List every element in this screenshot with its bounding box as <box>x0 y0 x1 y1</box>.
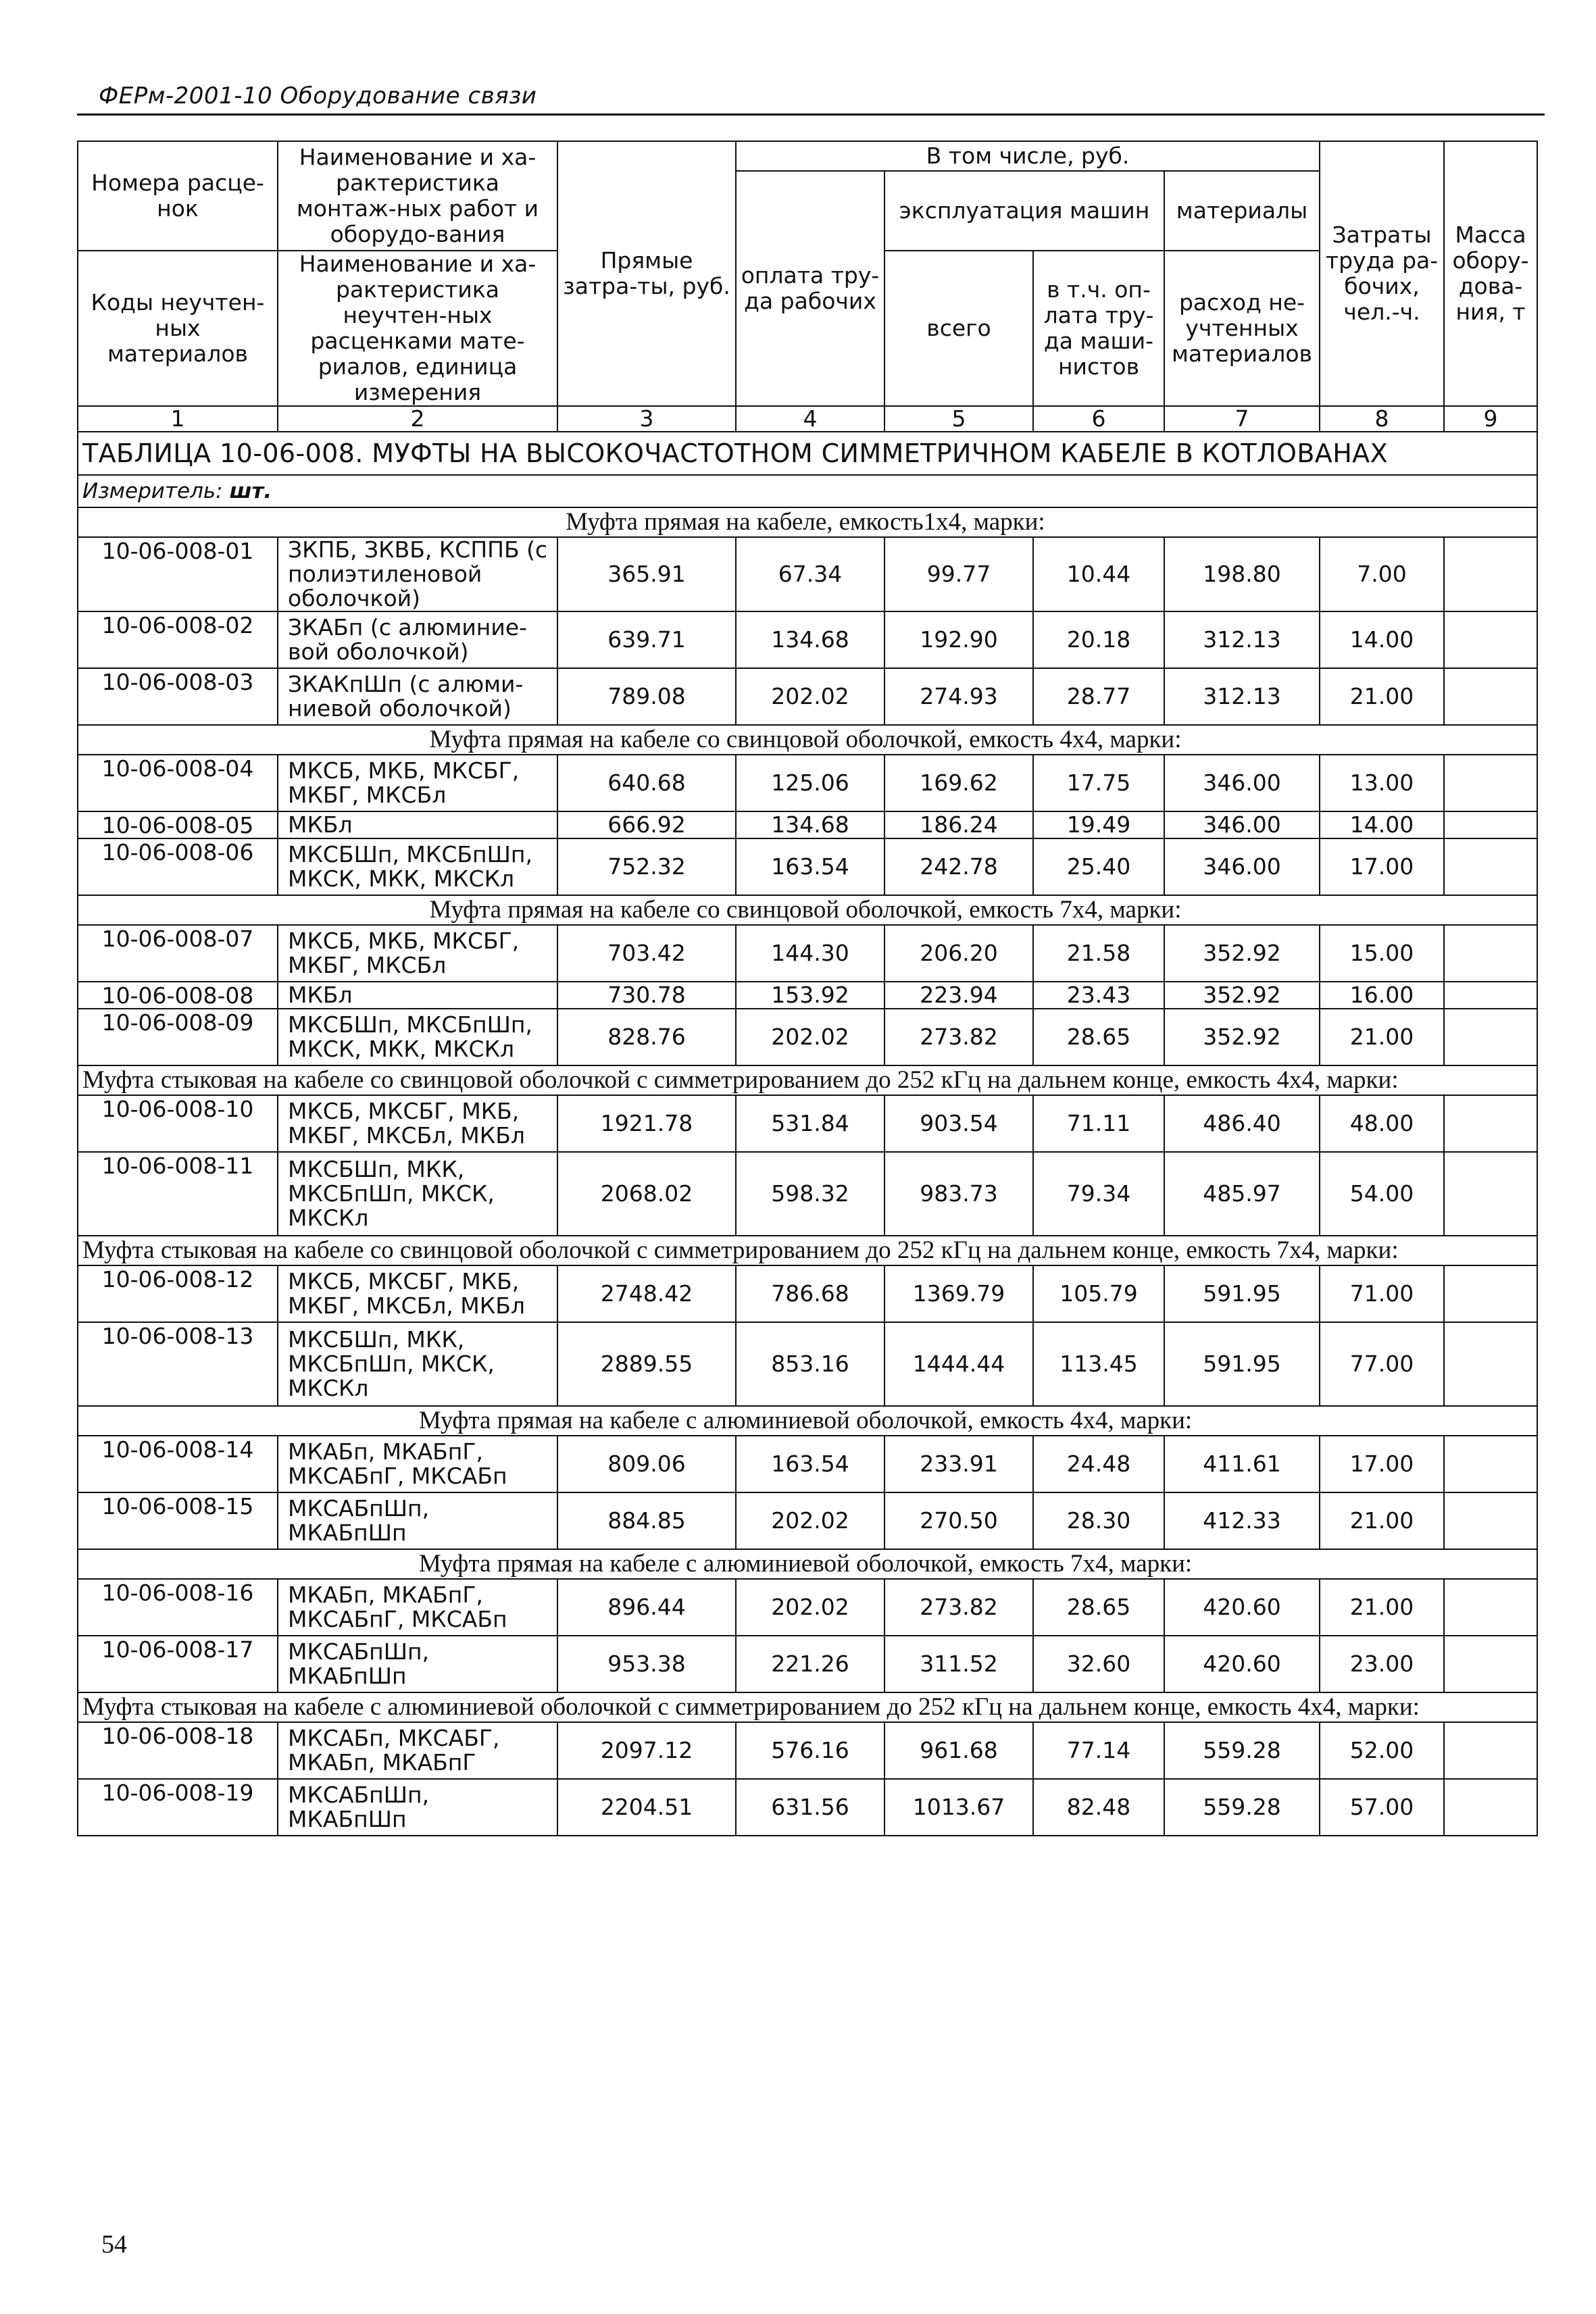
labor-hours: 15.00 <box>1320 925 1444 982</box>
materials-cost: 352.92 <box>1164 925 1320 982</box>
direct-cost: 2204.51 <box>557 1779 736 1836</box>
machinist-pay: 32.60 <box>1033 1636 1164 1692</box>
work-name: МКСБШп, МКСБпШп, МКСК, МКК, МКСКл <box>278 1009 557 1065</box>
machine-cost: 1444.44 <box>884 1322 1033 1406</box>
rate-code: 10-06-008-02 <box>78 611 278 668</box>
rate-code: 10-06-008-12 <box>78 1265 278 1322</box>
labor-hours: 77.00 <box>1320 1322 1444 1406</box>
work-name: МКСАБпШп, МКАБпШп <box>278 1492 557 1549</box>
header-equipment-mass: Масса обору-дова-ния, т <box>1444 141 1537 406</box>
labor-hours: 57.00 <box>1320 1779 1444 1836</box>
worker-pay: 202.02 <box>736 1009 884 1065</box>
equipment-mass <box>1444 1152 1537 1236</box>
header-unaccounted-materials: расход не-учтенных материалов <box>1164 251 1320 406</box>
machinist-pay: 28.30 <box>1033 1492 1164 1549</box>
materials-cost: 312.13 <box>1164 611 1320 668</box>
worker-pay: 125.06 <box>736 755 884 811</box>
column-number: 2 <box>278 406 557 432</box>
labor-hours: 21.00 <box>1320 1009 1444 1065</box>
direct-cost: 828.76 <box>557 1009 736 1065</box>
table-header <box>78 141 1537 432</box>
measure-label: Измеритель: <box>82 479 223 503</box>
work-name: МКСАБпШп, МКАБпШп <box>278 1636 557 1692</box>
column-numbers-row <box>78 406 1537 432</box>
worker-pay: 202.02 <box>736 1579 884 1636</box>
work-name: МКСАБп, МКСАБГ, МКАБп, МКАБпГ <box>278 1722 557 1779</box>
materials-cost: 591.95 <box>1164 1265 1320 1322</box>
worker-pay: 144.30 <box>736 925 884 982</box>
direct-cost: 2097.12 <box>557 1722 736 1779</box>
machinist-pay: 20.18 <box>1033 611 1164 668</box>
table-row <box>78 1152 1537 1236</box>
machine-cost: 274.93 <box>884 668 1033 725</box>
work-name: МКАБп, МКАБпГ, МКСАБпГ, МКСАБп <box>278 1436 557 1492</box>
machine-cost: 270.50 <box>884 1492 1033 1549</box>
machine-cost: 169.62 <box>884 755 1033 811</box>
direct-cost: 703.42 <box>557 925 736 982</box>
materials-cost: 420.60 <box>1164 1636 1320 1692</box>
work-name: МКАБп, МКАБпГ, МКСАБпГ, МКСАБп <box>278 1579 557 1636</box>
machine-cost: 223.94 <box>884 982 1033 1009</box>
direct-cost: 2889.55 <box>557 1322 736 1406</box>
header-direct-costs: Прямые затра-ты, руб. <box>557 141 736 406</box>
direct-cost: 884.85 <box>557 1492 736 1549</box>
worker-pay: 67.34 <box>736 537 884 611</box>
direct-cost: 1921.78 <box>557 1095 736 1152</box>
rate-code: 10-06-008-01 <box>78 537 278 611</box>
machinist-pay: 21.58 <box>1033 925 1164 982</box>
equipment-mass <box>1444 1322 1537 1406</box>
machine-cost: 1369.79 <box>884 1265 1033 1322</box>
direct-cost: 639.71 <box>557 611 736 668</box>
labor-hours: 21.00 <box>1320 668 1444 725</box>
table-row <box>78 1636 1537 1692</box>
work-name: МКСБ, МКСБГ, МКБ, МКБГ, МКСБл, МКБл <box>278 1095 557 1152</box>
column-number: 4 <box>736 406 884 432</box>
labor-hours: 23.00 <box>1320 1636 1444 1692</box>
machine-cost: 983.73 <box>884 1152 1033 1236</box>
machinist-pay: 79.34 <box>1033 1152 1164 1236</box>
table-row <box>78 1579 1537 1636</box>
header-rate-numbers: Номера расце-нок <box>78 141 278 251</box>
rate-code: 10-06-008-08 <box>78 982 278 1009</box>
equipment-mass <box>1444 755 1537 811</box>
rate-code: 10-06-008-17 <box>78 1636 278 1692</box>
worker-pay: 163.54 <box>736 838 884 895</box>
worker-pay: 134.68 <box>736 611 884 668</box>
machinist-pay: 77.14 <box>1033 1722 1164 1779</box>
materials-cost: 559.28 <box>1164 1779 1320 1836</box>
header-machinist-pay: в т.ч. оп-лата тру-да маши-нистов <box>1033 251 1164 406</box>
worker-pay: 631.56 <box>736 1779 884 1836</box>
group-title: Муфта прямая на кабеле, емкость1х4, марки: <box>78 507 1537 537</box>
labor-hours: 17.00 <box>1320 838 1444 895</box>
labor-hours: 14.00 <box>1320 611 1444 668</box>
running-header: ФЕРм-2001-10 Оборудование связи <box>99 82 537 109</box>
materials-cost: 591.95 <box>1164 1322 1320 1406</box>
column-number: 6 <box>1033 406 1164 432</box>
equipment-mass <box>1444 925 1537 982</box>
worker-pay: 221.26 <box>736 1636 884 1692</box>
table-row <box>78 1779 1537 1836</box>
materials-cost: 352.92 <box>1164 982 1320 1009</box>
equipment-mass <box>1444 1265 1537 1322</box>
machine-cost: 192.90 <box>884 611 1033 668</box>
labor-hours: 7.00 <box>1320 537 1444 611</box>
worker-pay: 598.32 <box>736 1152 884 1236</box>
machine-cost: 903.54 <box>884 1095 1033 1152</box>
machinist-pay: 23.43 <box>1033 982 1164 1009</box>
equipment-mass <box>1444 982 1537 1009</box>
machinist-pay: 17.75 <box>1033 755 1164 811</box>
work-name: МКСБШп, МКСБпШп, МКСК, МКК, МКСКл <box>278 838 557 895</box>
materials-cost: 412.33 <box>1164 1492 1320 1549</box>
rate-code: 10-06-008-13 <box>78 1322 278 1406</box>
machinist-pay: 25.40 <box>1033 838 1164 895</box>
direct-cost: 953.38 <box>557 1636 736 1692</box>
group-title: Муфта прямая на кабеле с алюминиевой оболочкой, емкость 4х4, марки: <box>78 1406 1537 1436</box>
header-machines-total: всего <box>884 251 1033 406</box>
table-row <box>78 811 1537 838</box>
machine-cost: 273.82 <box>884 1009 1033 1065</box>
rate-code: 10-06-008-18 <box>78 1722 278 1779</box>
equipment-mass <box>1444 537 1537 611</box>
machinist-pay: 24.48 <box>1033 1436 1164 1492</box>
rate-code: 10-06-008-09 <box>78 1009 278 1065</box>
direct-cost: 789.08 <box>557 668 736 725</box>
labor-hours: 52.00 <box>1320 1722 1444 1779</box>
column-number: 7 <box>1164 406 1320 432</box>
machine-cost: 233.91 <box>884 1436 1033 1492</box>
work-name: МКСБ, МКБ, МКСБГ, МКБГ, МКСБл <box>278 755 557 811</box>
machinist-pay: 28.65 <box>1033 1579 1164 1636</box>
materials-cost: 411.61 <box>1164 1436 1320 1492</box>
header-worker-pay: оплата тру-да рабочих <box>736 171 884 406</box>
rates-table <box>77 141 1538 1836</box>
equipment-mass <box>1444 1636 1537 1692</box>
header-materials: материалы <box>1164 171 1320 251</box>
table-row <box>78 1265 1537 1322</box>
table-row <box>78 1322 1537 1406</box>
labor-hours: 21.00 <box>1320 1492 1444 1549</box>
table-row <box>78 1492 1537 1549</box>
worker-pay: 134.68 <box>736 811 884 838</box>
table-body <box>78 432 1537 1836</box>
labor-hours: 48.00 <box>1320 1095 1444 1152</box>
machine-cost: 1013.67 <box>884 1779 1033 1836</box>
rate-code: 10-06-008-05 <box>78 811 278 838</box>
materials-cost: 346.00 <box>1164 755 1320 811</box>
table-row <box>78 611 1537 668</box>
column-number: 9 <box>1444 406 1537 432</box>
labor-hours: 13.00 <box>1320 755 1444 811</box>
rate-code: 10-06-008-15 <box>78 1492 278 1549</box>
equipment-mass <box>1444 668 1537 725</box>
work-name: МКБл <box>278 982 557 1009</box>
header-material-name: Наименование и ха-рактеристика неучтен-ных расценками мате-риалов, единица измерения <box>278 251 557 406</box>
direct-cost: 809.06 <box>557 1436 736 1492</box>
header-unaccounted-codes: Коды неучтен-ных материалов <box>78 251 278 406</box>
machine-cost: 961.68 <box>884 1722 1033 1779</box>
direct-cost: 2748.42 <box>557 1265 736 1322</box>
direct-cost: 896.44 <box>557 1579 736 1636</box>
measure-row <box>78 475 1537 507</box>
direct-cost: 730.78 <box>557 982 736 1009</box>
rate-code: 10-06-008-14 <box>78 1436 278 1492</box>
rate-code: 10-06-008-11 <box>78 1152 278 1236</box>
rate-code: 10-06-008-19 <box>78 1779 278 1836</box>
rate-code: 10-06-008-06 <box>78 838 278 895</box>
machinist-pay: 28.65 <box>1033 1009 1164 1065</box>
group-title: Муфта прямая на кабеле с алюминиевой оболочкой, емкость 7х4, марки: <box>78 1549 1537 1579</box>
table-row <box>78 925 1537 982</box>
equipment-mass <box>1444 811 1537 838</box>
table-title: ТАБЛИЦА 10-06-008. МУФТЫ НА ВЫСОКОЧАСТОТНОМ СИММЕТРИЧНОМ КАБЕЛЕ В КОТЛОВАНАХ <box>78 432 1537 475</box>
labor-hours: 16.00 <box>1320 982 1444 1009</box>
direct-cost: 752.32 <box>557 838 736 895</box>
machinist-pay: 71.11 <box>1033 1095 1164 1152</box>
table-row <box>78 1722 1537 1779</box>
equipment-mass <box>1444 1095 1537 1152</box>
rate-code: 10-06-008-10 <box>78 1095 278 1152</box>
direct-cost: 640.68 <box>557 755 736 811</box>
materials-cost: 346.00 <box>1164 811 1320 838</box>
machinist-pay: 113.45 <box>1033 1322 1164 1406</box>
work-name: МКСАБпШп, МКАБпШп <box>278 1779 557 1836</box>
table-row <box>78 668 1537 725</box>
header-rule <box>77 114 1545 116</box>
machine-cost: 311.52 <box>884 1636 1033 1692</box>
work-name: МКСБ, МКСБГ, МКБ, МКБГ, МКСБл, МКБл <box>278 1265 557 1322</box>
direct-cost: 666.92 <box>557 811 736 838</box>
work-name: МКСБШп, МКК, МКСБпШп, МКСК, МКСКл <box>278 1152 557 1236</box>
work-name: ЗКАБп (с алюминие-вой оболочкой) <box>278 611 557 668</box>
machinist-pay: 82.48 <box>1033 1779 1164 1836</box>
rate-code: 10-06-008-16 <box>78 1579 278 1636</box>
equipment-mass <box>1444 1009 1537 1065</box>
labor-hours: 54.00 <box>1320 1152 1444 1236</box>
materials-cost: 420.60 <box>1164 1579 1320 1636</box>
table-row <box>78 1009 1537 1065</box>
table-row <box>78 982 1537 1009</box>
table-row <box>78 755 1537 811</box>
header-work-name: Наименование и ха-рактеристика монтаж-ных работ и оборудо-вания <box>278 141 557 251</box>
rate-code: 10-06-008-03 <box>78 668 278 725</box>
machine-cost: 273.82 <box>884 1579 1033 1636</box>
machine-cost: 206.20 <box>884 925 1033 982</box>
group-title: Муфта стыковая на кабеле со свинцовой оболочкой с симметрированием до 252 кГц на дальнем конце, емкость 7х4, марки: <box>78 1236 1537 1265</box>
group-title: Муфта стыковая на кабеле со свинцовой оболочкой с симметрированием до 252 кГц на дальнем конце, емкость 4х4, марки: <box>78 1065 1537 1095</box>
worker-pay: 853.16 <box>736 1322 884 1406</box>
worker-pay: 153.92 <box>736 982 884 1009</box>
work-name: МКБл <box>278 811 557 838</box>
equipment-mass <box>1444 1722 1537 1779</box>
worker-pay: 163.54 <box>736 1436 884 1492</box>
machine-cost: 242.78 <box>884 838 1033 895</box>
equipment-mass <box>1444 611 1537 668</box>
rate-code: 10-06-008-04 <box>78 755 278 811</box>
column-number: 3 <box>557 406 736 432</box>
materials-cost: 198.80 <box>1164 537 1320 611</box>
column-number: 5 <box>884 406 1033 432</box>
materials-cost: 352.92 <box>1164 1009 1320 1065</box>
group-title: Муфта стыковая на кабеле с алюминиевой оболочкой с симметрированием до 252 кГц на дальнем конце, емкость 4х4, марки: <box>78 1692 1537 1722</box>
materials-cost: 559.28 <box>1164 1722 1320 1779</box>
table-row <box>78 1436 1537 1492</box>
table-row <box>78 838 1537 895</box>
machinist-pay: 10.44 <box>1033 537 1164 611</box>
work-name: ЗКАКпШп (с алюми-ниевой оболочкой) <box>278 668 557 725</box>
materials-cost: 346.00 <box>1164 838 1320 895</box>
worker-pay: 202.02 <box>736 668 884 725</box>
worker-pay: 202.02 <box>736 1492 884 1549</box>
equipment-mass <box>1444 1436 1537 1492</box>
rate-code: 10-06-008-07 <box>78 925 278 982</box>
table-row <box>78 1095 1537 1152</box>
column-number: 1 <box>78 406 278 432</box>
labor-hours: 14.00 <box>1320 811 1444 838</box>
work-name: МКСБ, МКБ, МКСБГ, МКБГ, МКСБл <box>278 925 557 982</box>
labor-hours: 71.00 <box>1320 1265 1444 1322</box>
materials-cost: 485.97 <box>1164 1152 1320 1236</box>
machinist-pay: 105.79 <box>1033 1265 1164 1322</box>
labor-hours: 21.00 <box>1320 1579 1444 1636</box>
equipment-mass <box>1444 1779 1537 1836</box>
materials-cost: 312.13 <box>1164 668 1320 725</box>
machine-cost: 186.24 <box>884 811 1033 838</box>
group-title: Муфта прямая на кабеле со свинцовой оболочкой, емкость 4х4, марки: <box>78 725 1537 755</box>
machinist-pay: 28.77 <box>1033 668 1164 725</box>
work-name: МКСБШп, МКК, МКСБпШп, МКСК, МКСКл <box>278 1322 557 1406</box>
direct-cost: 2068.02 <box>557 1152 736 1236</box>
equipment-mass <box>1444 838 1537 895</box>
work-name: ЗКПБ, ЗКВБ, КСППБ (с полиэтиленовой оболочкой) <box>278 537 557 611</box>
column-number: 8 <box>1320 406 1444 432</box>
machine-cost: 99.77 <box>884 537 1033 611</box>
equipment-mass <box>1444 1492 1537 1549</box>
worker-pay: 786.68 <box>736 1265 884 1322</box>
worker-pay: 531.84 <box>736 1095 884 1152</box>
worker-pay: 576.16 <box>736 1722 884 1779</box>
measure-value: шт. <box>229 479 272 503</box>
labor-hours: 17.00 <box>1320 1436 1444 1492</box>
page-number: 54 <box>101 2230 127 2259</box>
table-row <box>78 537 1537 611</box>
equipment-mass <box>1444 1579 1537 1636</box>
header-machine-operation: эксплуатация машин <box>884 171 1164 251</box>
header-including: В том числе, руб. <box>736 141 1320 171</box>
direct-cost: 365.91 <box>557 537 736 611</box>
group-title: Муфта прямая на кабеле со свинцовой оболочкой, емкость 7х4, марки: <box>78 895 1537 925</box>
header-labor-hours: Затраты труда ра-бочих, чел.-ч. <box>1320 141 1444 406</box>
materials-cost: 486.40 <box>1164 1095 1320 1152</box>
machinist-pay: 19.49 <box>1033 811 1164 838</box>
